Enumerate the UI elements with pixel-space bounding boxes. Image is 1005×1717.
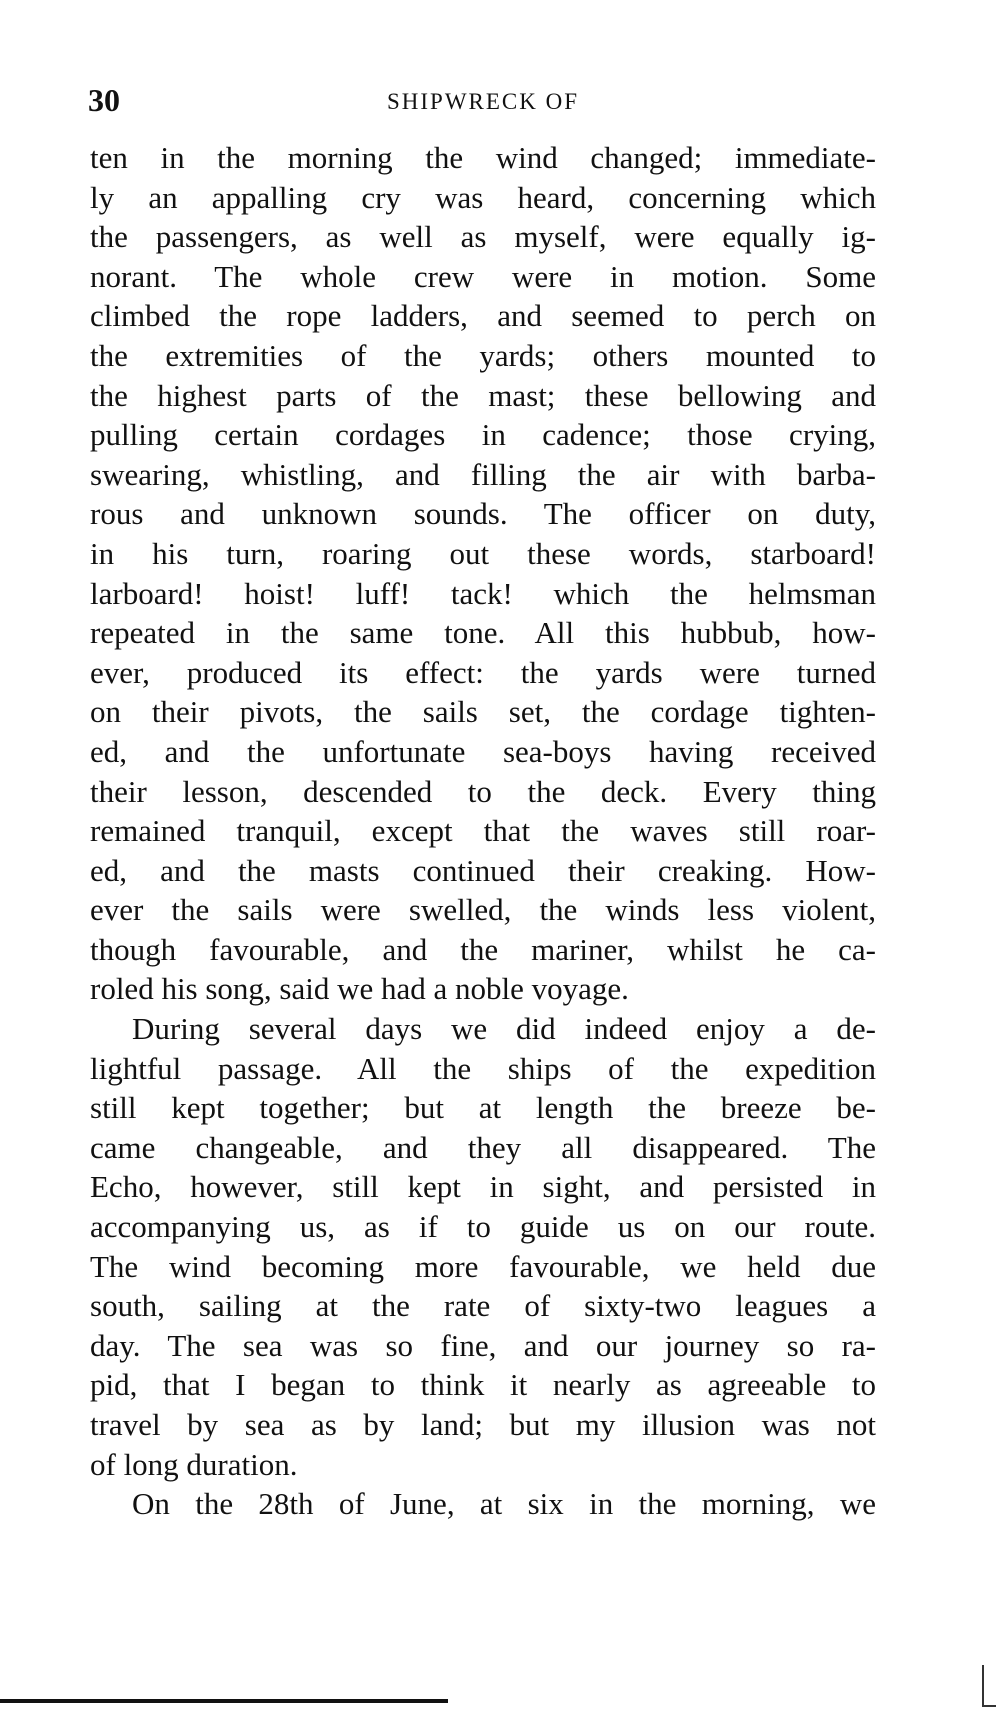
running-head: SHIPWRECK OF	[386, 89, 580, 114]
text-line: ed, and the unfortunate sea-boys having received	[90, 733, 876, 769]
body-text	[90, 138, 876, 1524]
page-header	[88, 80, 878, 124]
text-line: repeated in the same tone. All this hubbub, how-	[90, 615, 876, 651]
text-line: ever, produced its effect: the yards were turned	[90, 654, 876, 690]
text-line: the highest parts of the mast; these bellowing and	[90, 377, 876, 413]
text-line: remained tranquil, except that the waves still roar-	[90, 813, 876, 849]
text-line: The wind becoming more favourable, we held due	[90, 1248, 876, 1284]
text-line: south, sailing at the rate of sixty-two leagues a	[90, 1288, 876, 1324]
text-line: ever the sails were swelled, the winds less violent,	[90, 892, 876, 928]
page-number: 30	[88, 82, 120, 118]
text-line: on their pivots, the sails set, the cordage tighten-	[90, 694, 876, 730]
text-line: accompanying us, as if to guide us on our route.	[90, 1209, 876, 1245]
text-line: pid, that I began to think it nearly as agreeable to	[90, 1367, 876, 1403]
text-line: though favourable, and the mariner, whilst he ca-	[90, 931, 876, 967]
text-line: ly an appalling cry was heard, concerning which	[90, 179, 876, 215]
text-line: pulling certain cordages in cadence; those crying,	[90, 417, 876, 453]
text-line: roled his song, said we had a noble voyage.	[90, 971, 629, 1007]
page-corner-mark	[982, 1665, 996, 1707]
text-line: lightful passage. All the ships of the expedition	[90, 1050, 876, 1086]
text-line: rous and unknown sounds. The officer on duty,	[90, 496, 876, 532]
text-line: the passengers, as well as myself, were equally ig-	[90, 219, 876, 255]
text-line: in his turn, roaring out these words, starboard!	[90, 535, 876, 571]
text-line: norant. The whole crew were in motion. Some	[90, 258, 876, 294]
text-line: ed, and the masts continued their creaking. How-	[90, 852, 876, 888]
text-line: came changeable, and they all disappeared. The	[90, 1129, 876, 1165]
text-line: travel by sea as by land; but my illusion was not	[90, 1407, 876, 1442]
text-line: their lesson, descended to the deck. Every thing	[90, 773, 876, 809]
text-line: During several days we did indeed enjoy a de-	[132, 1011, 876, 1047]
text-line: On the 28th of June, at six in the morning, we	[132, 1486, 876, 1522]
text-line: ten in the morning the wind changed; immediate-	[90, 140, 876, 175]
text-line: climbed the rope ladders, and seemed to perch on	[90, 298, 876, 334]
text-line: still kept together; but at length the breeze be-	[90, 1090, 876, 1126]
bottom-rule	[0, 1699, 448, 1703]
text-line: swearing, whistling, and filling the air with barba-	[90, 456, 876, 492]
text-line: larboard! hoist! luff! tack! which the helmsman	[90, 575, 876, 611]
text-line: Echo, however, still kept in sight, and persisted in	[90, 1169, 876, 1205]
text-line: the extremities of the yards; others mounted to	[90, 337, 876, 373]
text-line: day. The sea was so fine, and our journey so ra-	[90, 1327, 876, 1363]
text-line: of long duration.	[90, 1446, 298, 1482]
